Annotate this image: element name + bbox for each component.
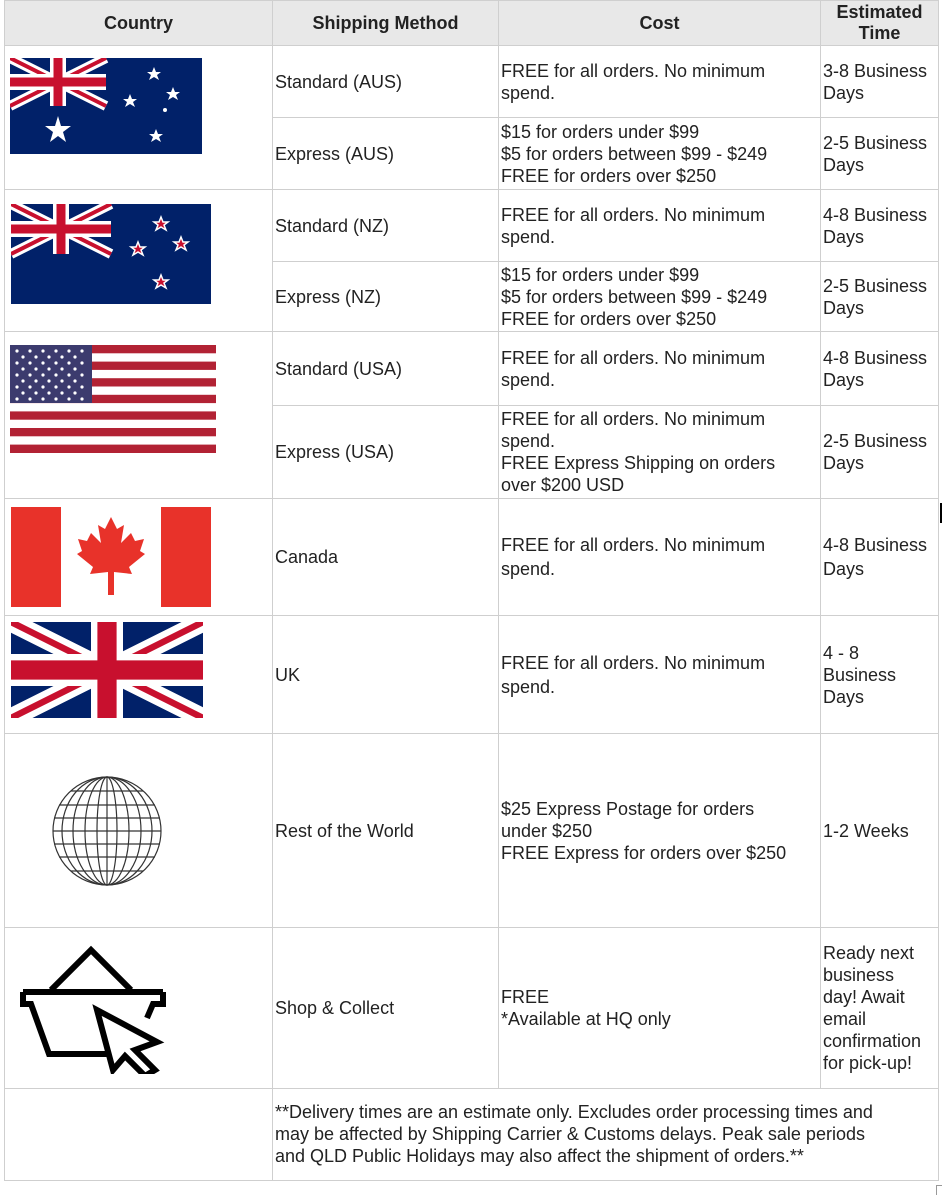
footnote-empty-cell — [5, 1089, 273, 1181]
flag-cell-australia — [5, 46, 273, 190]
method-cell: Shop & Collect — [273, 928, 499, 1089]
cost-cell — [499, 734, 821, 928]
time-line: 2-5 Business — [823, 431, 928, 451]
cost-line: spend. — [501, 559, 556, 579]
cost-line: FREE — [501, 987, 550, 1007]
new-zealand-flag-icon — [11, 204, 211, 304]
table-row — [5, 928, 939, 1089]
cost-cell — [499, 46, 821, 118]
time-line: day! Await — [823, 987, 905, 1007]
cost-line: over $200 USD — [501, 475, 625, 495]
flag-cell-world — [5, 734, 273, 928]
cost-line: FREE Express for orders over $250 — [501, 842, 787, 863]
time-line: 4-8 Business — [823, 204, 928, 225]
cost-cell — [499, 262, 821, 332]
time-line: Days — [823, 82, 865, 103]
time-cell — [821, 262, 939, 332]
flag-cell-uk — [5, 616, 273, 734]
header-estimated-time-label: Estimated Time — [836, 2, 923, 43]
cost-line: $15 for orders under $99 — [501, 121, 700, 142]
header-shipping-method: Shipping Method — [273, 1, 499, 46]
time-line: for pick-up! — [823, 1053, 913, 1073]
table-row — [5, 499, 939, 616]
footnote-row — [5, 1089, 939, 1181]
cost-line: $15 for orders under $99 — [501, 264, 700, 285]
time-line: email — [823, 1009, 867, 1029]
time-cell — [821, 190, 939, 262]
cost-line: $25 Express Postage for orders — [501, 798, 755, 819]
flag-cell-shop-collect — [5, 928, 273, 1089]
cost-cell — [499, 190, 821, 262]
header-row — [5, 1, 939, 46]
time-line: Days — [823, 297, 865, 318]
time-cell — [821, 734, 939, 928]
time-line: confirmation — [823, 1031, 922, 1051]
table-row — [5, 190, 939, 262]
cost-line: FREE Express Shipping on orders — [501, 453, 776, 473]
method-cell: UK — [273, 616, 499, 734]
time-line: 3-8 Business — [823, 60, 928, 81]
time-line: Days — [823, 369, 865, 390]
time-line: Business — [823, 664, 897, 685]
flag-cell-new-zealand — [5, 190, 273, 332]
time-cell — [821, 118, 939, 190]
method-cell: Standard (NZ) — [273, 190, 499, 262]
method-cell: Express (NZ) — [273, 262, 499, 332]
cost-line: spend. — [501, 431, 556, 451]
globe-icon — [51, 775, 163, 887]
basket-cursor-icon — [19, 942, 169, 1074]
cost-line: FREE for orders over $250 — [501, 165, 717, 186]
time-cell — [821, 46, 939, 118]
cost-line: *Available at HQ only — [501, 1009, 671, 1029]
cost-line: FREE for orders over $250 — [501, 308, 717, 329]
cost-line: spend. — [501, 82, 556, 103]
footnote-line: may be affected by Shipping Carrier & Customs delays. Peak sale periods — [275, 1124, 865, 1144]
table-row — [5, 734, 939, 928]
time-line: 4 - 8 — [823, 642, 860, 663]
cost-cell — [499, 616, 821, 734]
footnote-line: and QLD Public Holidays may also affect the shipment of orders.** — [275, 1146, 804, 1166]
table-row — [5, 46, 939, 118]
header-cost: Cost — [499, 1, 821, 46]
method-cell: Standard (AUS) — [273, 46, 499, 118]
time-line: business — [823, 965, 895, 985]
time-cell — [821, 332, 939, 406]
cost-line: spend. — [501, 226, 556, 247]
time-cell — [821, 406, 939, 499]
time-line: Days — [823, 559, 865, 579]
cost-line: FREE for all orders. No minimum — [501, 347, 766, 368]
australia-flag-icon — [10, 58, 202, 154]
cost-line: FREE for all orders. No minimum — [501, 535, 766, 555]
method-cell: Standard (USA) — [273, 332, 499, 406]
method-cell: Canada — [273, 499, 499, 616]
cost-line: spend. — [501, 676, 556, 697]
time-line: Days — [823, 226, 865, 247]
cost-line: FREE for all orders. No minimum — [501, 652, 766, 673]
time-cell — [821, 928, 939, 1089]
time-line: 2-5 Business — [823, 275, 928, 296]
uk-flag-icon — [11, 622, 203, 718]
time-line: 4-8 Business — [823, 347, 928, 368]
time-line: Ready next — [823, 943, 915, 963]
time-cell — [821, 616, 939, 734]
shipping-table — [4, 0, 939, 1181]
usa-flag-icon — [10, 345, 216, 453]
canada-flag-icon — [11, 507, 211, 607]
flag-cell-canada — [5, 499, 273, 616]
table-row — [5, 332, 939, 406]
footnote-line: **Delivery times are an estimate only. Excludes order processing times and — [275, 1102, 873, 1122]
time-line: 1-2 Weeks — [823, 820, 909, 841]
cost-line: FREE for all orders. No minimum — [501, 204, 766, 225]
method-cell: Express (AUS) — [273, 118, 499, 190]
cost-line: $5 for orders between $99 - $249 — [501, 143, 768, 164]
header-country: Country — [5, 1, 273, 46]
time-cell — [821, 499, 939, 616]
cost-line: spend. — [501, 369, 556, 390]
cost-cell — [499, 118, 821, 190]
time-line: Days — [823, 154, 865, 175]
footnote-cell — [273, 1089, 939, 1181]
time-line: Days — [823, 453, 865, 473]
cost-line: FREE for all orders. No minimum — [501, 409, 766, 429]
cost-cell — [499, 332, 821, 406]
cost-cell — [499, 406, 821, 499]
time-line: 2-5 Business — [823, 132, 928, 153]
method-cell: Express (USA) — [273, 406, 499, 499]
flag-cell-usa — [5, 332, 273, 499]
cost-line: FREE for all orders. No minimum — [501, 60, 766, 81]
method-cell: Rest of the World — [273, 734, 499, 928]
cost-cell — [499, 499, 821, 616]
cost-line: under $250 — [501, 820, 593, 841]
cost-cell — [499, 928, 821, 1089]
table-row — [5, 616, 939, 734]
cost-line: $5 for orders between $99 - $249 — [501, 286, 768, 307]
time-line: Days — [823, 686, 865, 707]
time-line: 4-8 Business — [823, 535, 928, 555]
header-estimated-time — [821, 1, 939, 46]
